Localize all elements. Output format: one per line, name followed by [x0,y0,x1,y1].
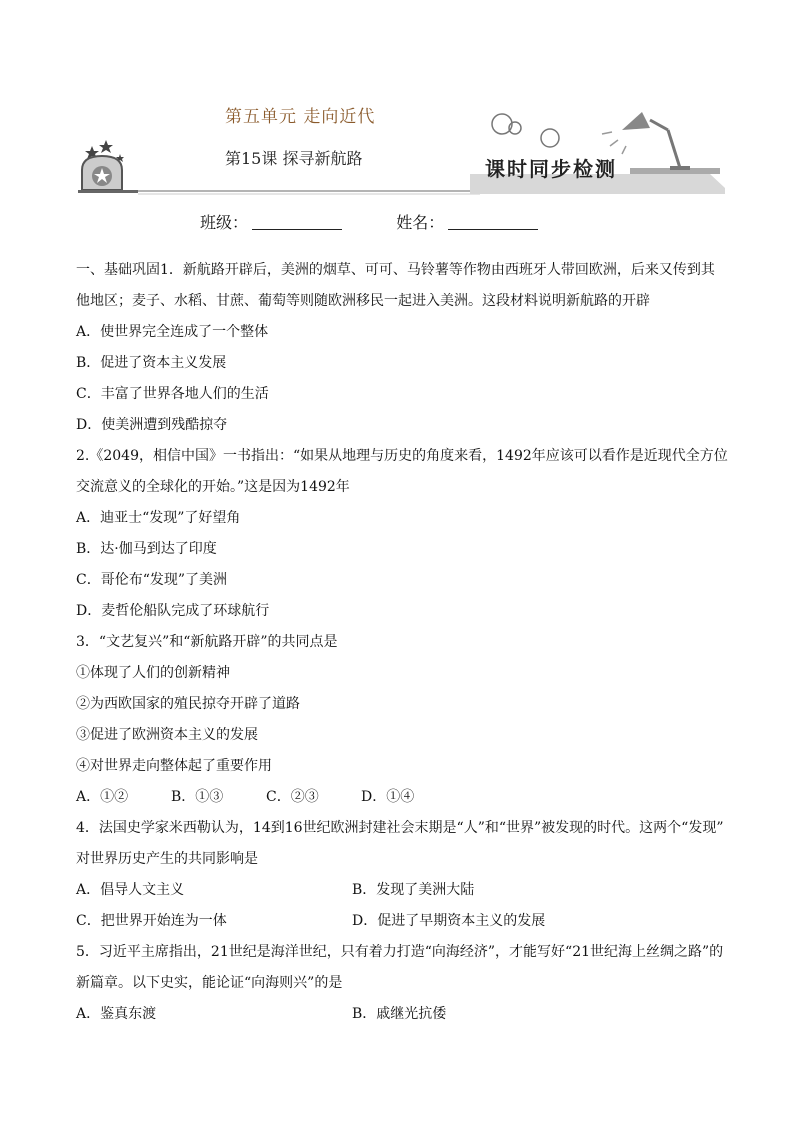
question-stem: 他地区；麦子、水稻、甘蔗、葡萄等则随欧洲移民一起进入美洲。这段材料说明新航路的开辟 [76,293,650,309]
option: B．发现了美洲大陆 [352,882,475,898]
name-blank[interactable] [448,215,538,230]
question-stem: 对世界历史产生的共同影响是 [76,851,258,867]
option: B．达·伽马到达了印度 [76,541,217,557]
option: C．②③ [266,789,319,805]
question-stem: 一、基础巩固1．新航路开辟后，美洲的烟草、可可、马铃薯等作物由西班牙人带回欧洲，后来又传到其 [76,262,715,278]
option-row [76,782,726,813]
option: D．促进了早期资本主义的发展 [352,913,546,929]
option: B．促进了资本主义发展 [76,355,227,371]
option: A．使世界完全连成了一个整体 [76,324,269,340]
class-blank[interactable] [252,215,342,230]
lesson-header [70,88,730,200]
name-label: 姓名： [396,213,445,232]
option-row [76,875,726,906]
option: C．哥伦布“发现”了美洲 [76,572,228,588]
unit-title: 第五单元 走向近代 [225,107,376,127]
statement: ④对世界走向整体起了重要作用 [76,758,272,774]
option: D．使美洲遭到残酷掠夺 [76,417,228,433]
option: A．①② [76,789,129,805]
statement: ②为西欧国家的殖民掠夺开辟了道路 [76,696,300,712]
question-stem: 2.《2049，相信中国》一书指出：“如果从地理与历史的角度来看，1492年应该可以看作是近现代全方位 [76,448,728,464]
option-row [76,999,726,1030]
class-label: 班级： [200,213,249,232]
banner-text: 课时同步检测 [485,157,617,181]
question-stem: 3．“文艺复兴”和“新航路开辟”的共同点是 [76,634,338,650]
option: D．①④ [361,789,415,805]
option: B．戚继光抗倭 [352,1006,447,1022]
question-stem: 4．法国史学家米西勒认为，14到16世纪欧洲封建社会末期是“人”和“世界”被发现的时代。这两个“发现” [76,820,724,836]
star-icon [99,140,113,153]
student-info-row [200,210,538,233]
question-stem: 新篇章。以下史实，能论证“向海则兴”的是 [76,975,343,991]
option: C．把世界开始连为一体 [76,913,227,929]
option: D．麦哲伦船队完成了环球航行 [76,603,270,619]
option: A．迪亚士“发现”了好望角 [76,510,241,526]
option: A．鉴真东渡 [76,1006,157,1022]
question-stem: 5．习近平主席指出，21世纪是海洋世纪，只有着力打造“向海经济”，才能写好“21世纪海上丝绸之路”的 [76,944,724,960]
statement: ③促进了欧洲资本主义的发展 [76,727,258,743]
lesson-title: 第15课 探寻新航路 [225,149,363,168]
option: C．丰富了世界各地人们的生活 [76,386,269,402]
question-list [76,255,726,1030]
option: B．①③ [171,789,224,805]
question-stem: 交流意义的全球化的开始。”这是因为1492年 [76,479,350,495]
header-decoration [70,88,730,200]
statement: ①体现了人们的创新精神 [76,665,230,681]
option: A．倡导人文主义 [76,882,185,898]
option-row [76,906,726,937]
